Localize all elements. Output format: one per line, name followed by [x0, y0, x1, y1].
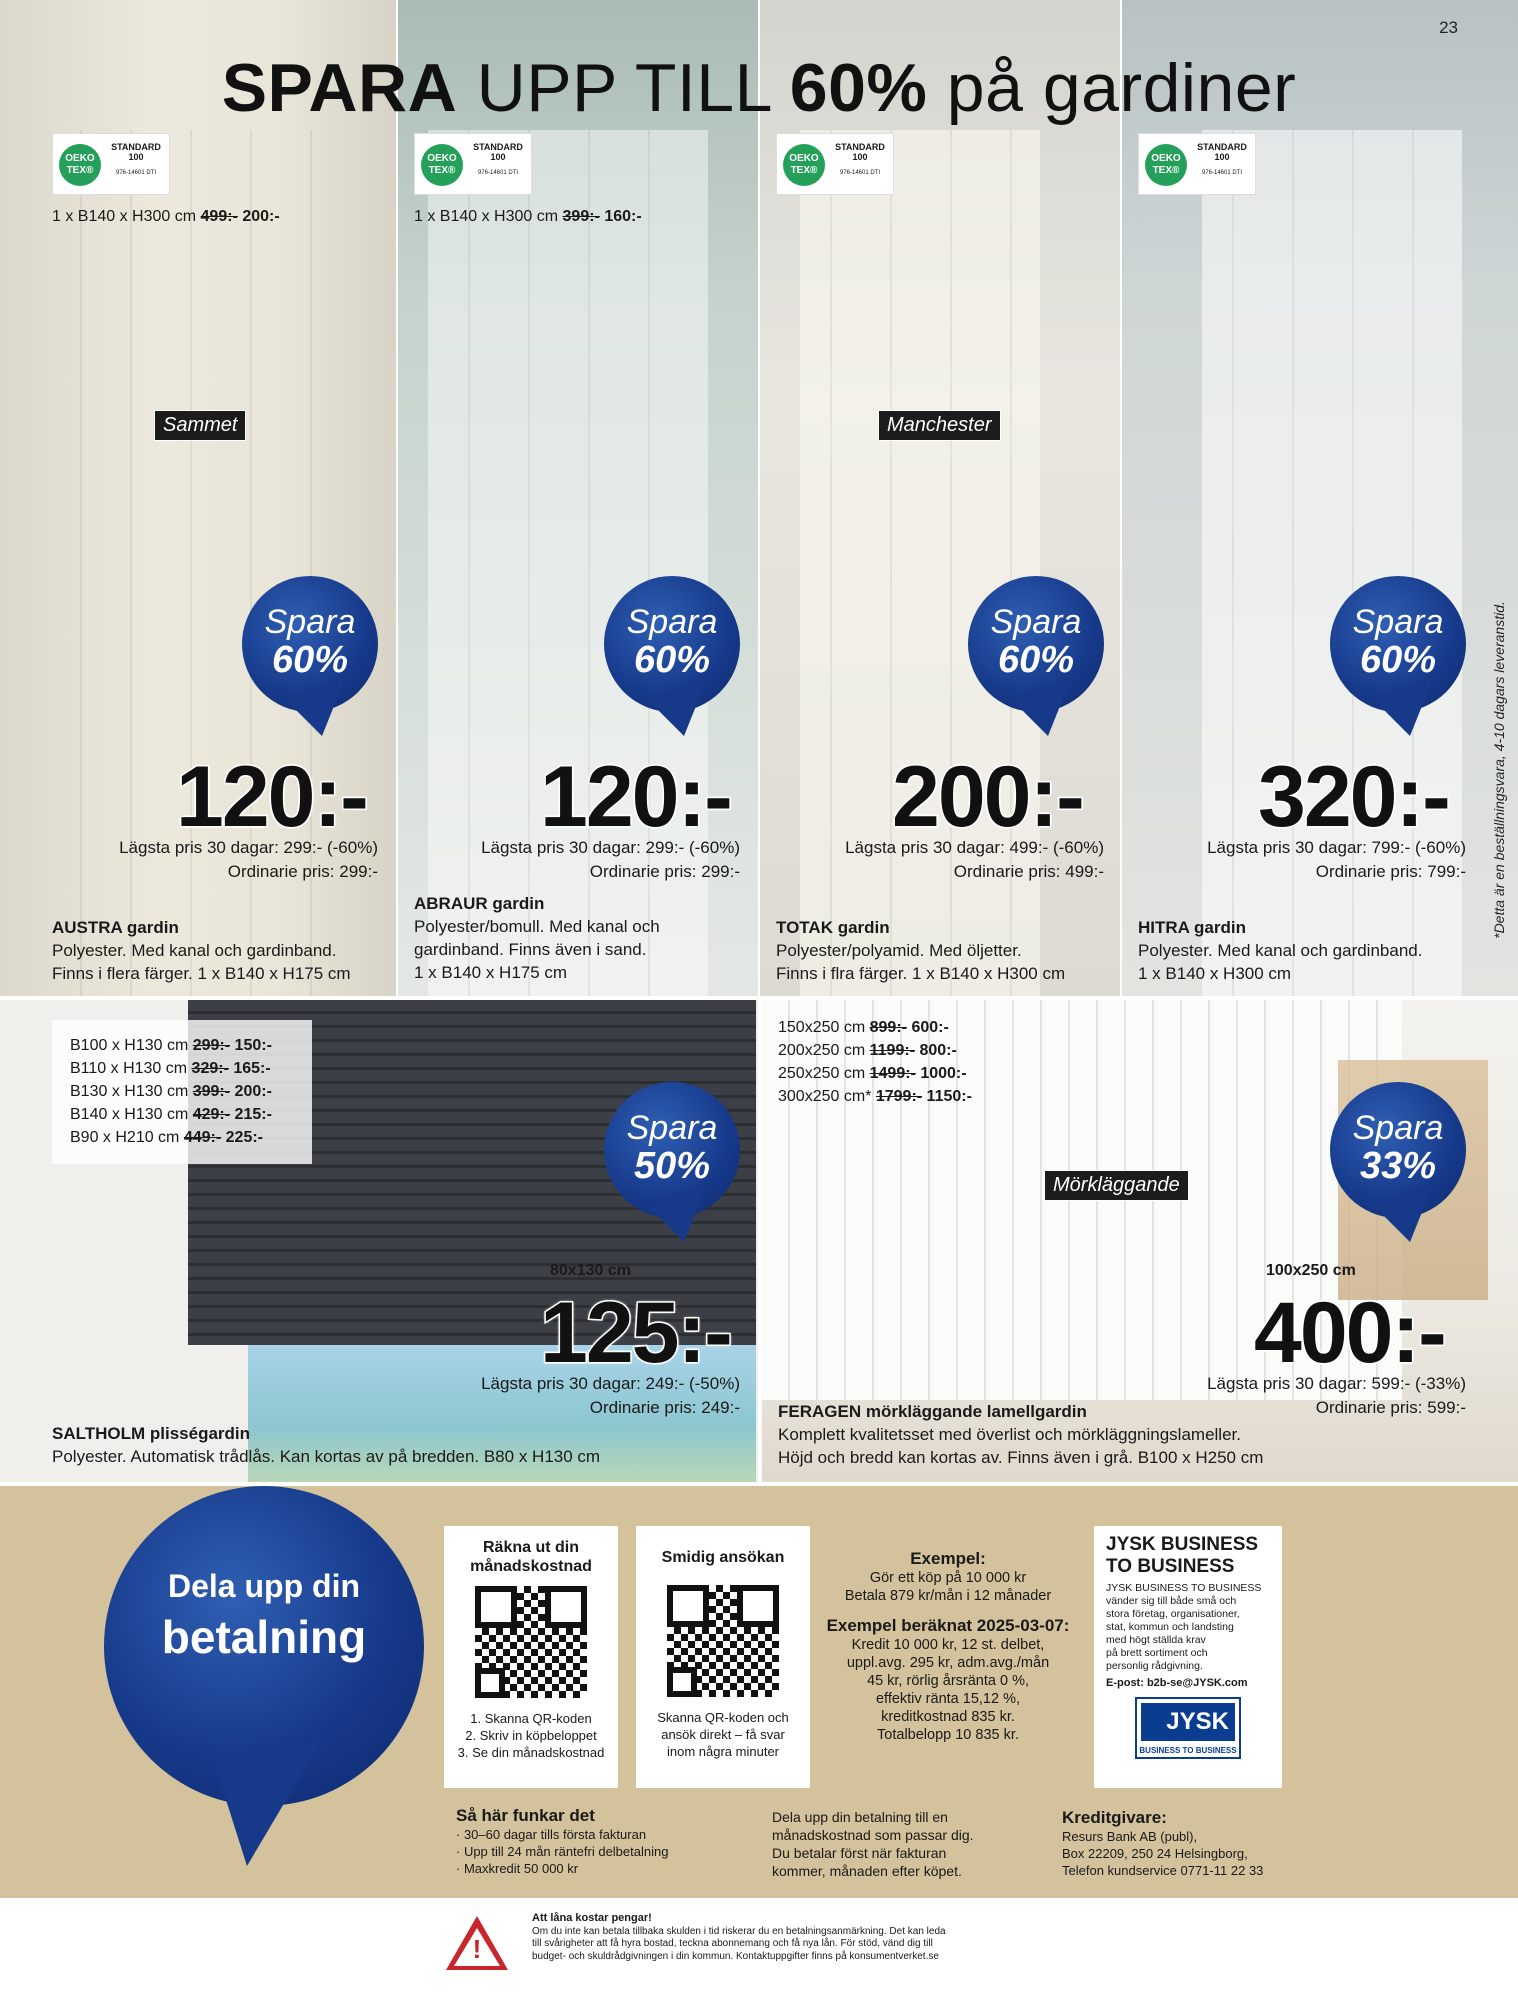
oeko-tex-badge [1138, 133, 1256, 195]
new-price: 150:- [234, 1037, 272, 1054]
size: B100 x H130 cm [70, 1037, 189, 1054]
how-it-works [456, 1806, 668, 1877]
example-line: effektiv ränta 15,12 %, [875, 1691, 1021, 1707]
b2b-title [1106, 1534, 1270, 1578]
old-price: 499:- [200, 208, 238, 225]
page-number: 23 [1439, 18, 1458, 37]
save-label: Spara [626, 603, 718, 641]
size: 1 x B140 x H300 cm [414, 208, 559, 225]
old-price: 429:- [192, 1106, 231, 1123]
ordinary-price: Ordinarie pris: 299:- [589, 862, 740, 881]
b2b-line: med högt ställda krav [1106, 1634, 1206, 1646]
divide-line: kommer, månaden efter köpet. [772, 1863, 962, 1879]
size: 1 x B140 x H300 cm [52, 208, 197, 225]
save-label: Spara [264, 603, 356, 641]
jysk-logo-text: JYSK [1141, 1703, 1235, 1741]
headline-bold2: 60% [789, 50, 928, 126]
ordinary-price: Ordinarie pris: 799:- [1315, 862, 1466, 881]
new-price: 800:- [919, 1042, 957, 1059]
desc-line: Polyester/polyamid. Med öljetter. [776, 941, 1022, 960]
size: B130 x H130 cm [70, 1083, 189, 1100]
divide-line: månadskostnad som passar dig. [772, 1827, 974, 1843]
new-price: 200:- [234, 1083, 272, 1100]
size: 300x250 cm* [778, 1088, 872, 1105]
lowest-price: Lägsta pris 30 dagar: 499:- (-60%) [845, 838, 1104, 857]
jysk-logo-sub: BUSINESS TO BUSINESS [1139, 1746, 1237, 1755]
credit-line: Box 22209, 250 24 Helsingborg, [1062, 1846, 1248, 1861]
lowest-price: Lägsta pris 30 dagar: 299:- (-60%) [481, 838, 740, 857]
price-row [70, 1080, 294, 1103]
desc-line: Finns i flera färger. 1 x B140 x H175 cm [52, 964, 351, 983]
card-title: Smidig ansökan [661, 1549, 785, 1566]
warning-exclamation-icon: ! [472, 1934, 482, 1964]
step: 1. Skanna QR-koden [470, 1711, 592, 1726]
b2b-card [1094, 1526, 1282, 1788]
b2b-line: JYSK BUSINESS TO BUSINESS [1106, 1582, 1262, 1594]
warning-text [532, 1912, 992, 1963]
oeko-standard: STANDARD 100 [473, 142, 523, 162]
price-row [778, 1039, 972, 1062]
save-badge [604, 576, 740, 736]
save-badge [968, 576, 1104, 736]
old-price: 299:- [192, 1037, 231, 1054]
desc-line: Komplett kvalitetsset med överlist och mörkläggningslameller. [778, 1425, 1241, 1444]
new-price: 165:- [233, 1060, 271, 1077]
how-line: · Upp till 24 mån räntefri delbetalning [456, 1844, 669, 1859]
new-price: 200:- [242, 208, 280, 225]
product-name: FERAGEN mörkläggande lamellgardin [778, 1402, 1087, 1421]
example-line: Totalbelopp 10 835 kr. [877, 1727, 1019, 1743]
austra-size-price [52, 208, 280, 226]
old-price: 399:- [192, 1083, 231, 1100]
monthly-cost-card [444, 1526, 618, 1788]
credit-line: Resurs Bank AB (publ), [1062, 1829, 1198, 1844]
size: B90 x H210 cm [70, 1129, 180, 1146]
size: B110 x H130 cm [70, 1060, 188, 1077]
save-badge [242, 576, 378, 736]
save-label: Spara [626, 1109, 718, 1147]
feragen-dimension: 100x250 cm [1266, 1262, 1356, 1279]
manchester-tag: Manchester [878, 410, 1001, 441]
b2b-line: på brett sortiment och [1106, 1647, 1208, 1659]
b2b-line: vänder sig till både små och [1106, 1595, 1237, 1607]
austra-price-info [60, 836, 378, 884]
bubble-line1: Dela upp din [168, 1568, 360, 1604]
delivery-note-text: *Detta är en beställningsvara, 4-10 dagars leveranstid. [1491, 601, 1507, 939]
lowest-price: Lägsta pris 30 dagar: 299:- (-60%) [119, 838, 378, 857]
save-percent: 50% [633, 1145, 711, 1187]
price-row [778, 1062, 972, 1085]
desc-line: gardinband. Finns även i sand. [414, 940, 647, 959]
product-name: AUSTRA gardin [52, 918, 179, 937]
product-name: SALTHOLM plisségardin [52, 1424, 251, 1443]
sammet-tag: Sammet [154, 410, 246, 441]
abraur-price-info [420, 836, 740, 884]
warning-line: Om du inte kan betala tillbaka skulden i tid riskerar du en betalningsanmärkning. Det kan leda [532, 1925, 946, 1937]
product-name: ABRAUR gardin [414, 894, 545, 913]
oeko-tex-logo: OEKO TEX® [421, 144, 463, 186]
oeko-tex-logo: OEKO TEX® [783, 144, 825, 186]
new-price: 600:- [911, 1019, 949, 1036]
saltholm-dimension: 80x130 cm [550, 1262, 631, 1279]
payment-example [818, 1548, 1078, 1744]
warning-line: budget- och skuldrådgivningen i din kommun. Kontaktuppgifter finns på konsumentverket.se [532, 1950, 939, 1962]
qr-code[interactable] [475, 1586, 587, 1698]
b2b-line: personlig rådgivning. [1106, 1660, 1203, 1672]
saltholm-price-info [420, 1372, 740, 1420]
price-row [70, 1057, 294, 1080]
oeko-cert: 976-14601 DTI [839, 170, 881, 176]
desc-line: Polyester. Automatisk trådlås. Kan kortas av på bredden. B80 x H130 cm [52, 1447, 601, 1466]
hitra-description [1138, 916, 1422, 985]
headline-bold1: SPARA [221, 50, 458, 126]
ordinary-price: Ordinarie pris: 499:- [953, 862, 1104, 881]
save-label: Spara [1352, 1109, 1444, 1147]
oeko-standard: STANDARD 100 [1197, 142, 1247, 162]
credit-line: Telefon kundservice 0771-11 22 33 [1062, 1863, 1264, 1878]
product-name: HITRA gardin [1138, 918, 1246, 937]
save-label: Spara [1352, 603, 1444, 641]
hitra-price: 320:- [1258, 749, 1449, 845]
price-row [70, 1126, 294, 1149]
oeko-tex-badge [414, 133, 532, 195]
austra-price: 120:- [176, 749, 367, 845]
feragen-price-list [778, 1016, 972, 1108]
price-row [778, 1085, 972, 1108]
morklaggande-tag: Mörkläggande [1044, 1170, 1189, 1201]
ordinary-price: Ordinarie pris: 299:- [227, 862, 378, 881]
card-title-line: månadskostnad [470, 1558, 592, 1575]
how-line: · Maxkredit 50 000 kr [456, 1861, 579, 1876]
b2b-line: stat, kommun och landsting [1106, 1621, 1234, 1633]
split-payment-bubble [104, 1486, 424, 1826]
new-price: 215:- [234, 1106, 272, 1123]
old-price: 1199:- [869, 1042, 915, 1059]
save-percent: 60% [633, 639, 711, 681]
desc-line: Höjd och bredd kan kortas av. Finns även i grå. B100 x H250 cm [778, 1448, 1264, 1467]
headline [0, 48, 1518, 128]
totak-description [776, 916, 1065, 985]
lowest-price: Lägsta pris 30 dagar: 799:- (-60%) [1207, 838, 1466, 857]
headline-normal1: UPP TILL [457, 50, 790, 126]
loan-warning [0, 1898, 1518, 2000]
how-title: Så här funkar det [456, 1806, 595, 1825]
old-price: 1499:- [869, 1065, 916, 1082]
b2b-email[interactable]: E-post: b2b-se@JYSK.com [1106, 1677, 1248, 1689]
b2b-title-line: JYSK BUSINESS [1106, 1534, 1259, 1555]
desc-line: Polyester. Med kanal och gardinband. [1138, 941, 1423, 960]
save-percent: 60% [271, 639, 349, 681]
totak-price-info [782, 836, 1104, 884]
step: inom några minuter [667, 1744, 779, 1759]
abraur-size-price [414, 208, 642, 226]
card-steps [444, 1710, 618, 1761]
bubble-line2: betalning [161, 1611, 367, 1663]
oeko-cert: 976-14601 DTI [1201, 170, 1243, 176]
product-name: TOTAK gardin [776, 918, 890, 937]
divide-payment-text [772, 1808, 982, 1880]
b2b-title-line: TO BUSINESS [1106, 1556, 1235, 1577]
desc-line: 1 x B140 x H300 cm [1138, 964, 1292, 983]
desc-line: Polyester. Med kanal och gardinband. [52, 941, 337, 960]
example-line: Betala 879 kr/mån i 12 månader [844, 1588, 1052, 1604]
save-badge [1330, 576, 1466, 736]
new-price: 160:- [604, 208, 642, 225]
saltholm-price: 125:- [540, 1285, 731, 1381]
oeko-standard: STANDARD 100 [835, 142, 885, 162]
save-badge [1330, 1082, 1466, 1242]
austra-description [52, 916, 351, 985]
old-price: 399:- [562, 208, 600, 225]
example-line: 45 kr, rörlig årsränta 0 %, [867, 1673, 1029, 1689]
lowest-price: Lägsta pris 30 dagar: 249:- (-50%) [481, 1374, 740, 1393]
new-price: 1000:- [920, 1065, 967, 1082]
step: ansök direkt – få svar [661, 1727, 785, 1742]
credit-provider [1062, 1808, 1263, 1879]
old-price: 329:- [191, 1060, 229, 1077]
abraur-description [414, 892, 660, 984]
card-title [444, 1538, 618, 1576]
oeko-tex-logo: OEKO TEX® [59, 144, 101, 186]
old-price: 1799:- [875, 1088, 923, 1105]
price-row [70, 1034, 294, 1057]
new-price: 225:- [225, 1129, 264, 1146]
desc-line: Polyester/bomull. Med kanal och [414, 917, 660, 936]
step: 3. Se din månadskostnad [457, 1745, 605, 1760]
delivery-note [1486, 555, 1512, 985]
b2b-line: stora företag, organisationer, [1106, 1608, 1240, 1620]
save-percent: 60% [997, 639, 1075, 681]
desc-line: Finns i flra färger. 1 x B140 x H300 cm [776, 964, 1066, 983]
step: 2. Skriv in köpbeloppet [465, 1728, 597, 1743]
headline-normal2: på gardiner [927, 50, 1297, 126]
oeko-cert: 976-14601 DTI [477, 170, 519, 176]
abraur-price: 120:- [540, 749, 731, 845]
lowest-price: Lägsta pris 30 dagar: 599:- (-33%) [1207, 1374, 1466, 1393]
card-steps [636, 1709, 810, 1760]
oeko-tex-badge [52, 133, 170, 195]
oeko-tex-badge [776, 133, 894, 195]
size: 150x250 cm [778, 1019, 866, 1036]
example-line: kreditkostnad 835 kr. [881, 1709, 1015, 1725]
divide-line: Dela upp din betalning till en [772, 1809, 948, 1825]
desc-line: 1 x B140 x H175 cm [414, 963, 568, 982]
save-percent: 60% [1359, 639, 1437, 681]
save-percent: 33% [1359, 1145, 1437, 1187]
example-line: Kredit 10 000 kr, 12 st. delbet, [851, 1637, 1045, 1653]
oeko-tex-logo: OEKO TEX® [1145, 144, 1187, 186]
size: 250x250 cm [778, 1065, 866, 1082]
old-price: 899:- [869, 1019, 907, 1036]
jysk-logo [1135, 1697, 1241, 1759]
oeko-standard: STANDARD 100 [111, 142, 161, 162]
b2b-text [1106, 1582, 1270, 1673]
save-label: Spara [990, 603, 1082, 641]
old-price: 449:- [183, 1129, 222, 1146]
save-badge [604, 1082, 740, 1242]
how-line: · 30–60 dagar tills första fakturan [456, 1827, 647, 1842]
example-line: Gör ett köp på 10 000 kr [869, 1570, 1027, 1586]
qr-code[interactable] [667, 1585, 779, 1697]
oeko-cert: 976-14601 DTI [115, 170, 157, 176]
hitra-price-info [1144, 836, 1466, 884]
size: B140 x H130 cm [70, 1106, 189, 1123]
size: 200x250 cm [778, 1042, 866, 1059]
credit-title: Kreditgivare: [1062, 1808, 1167, 1827]
saltholm-description [52, 1422, 600, 1468]
saltholm-price-list [52, 1020, 312, 1164]
divide-line: Du betalar först när fakturan [772, 1845, 947, 1861]
feragen-price: 400:- [1254, 1285, 1445, 1381]
step: Skanna QR-koden och [657, 1710, 789, 1725]
ordinary-price: Ordinarie pris: 599:- [1315, 1398, 1466, 1417]
price-row [778, 1016, 972, 1039]
example2-title: Exempel beräknat 2025-03-07: [826, 1616, 1070, 1635]
ordinary-price: Ordinarie pris: 249:- [589, 1398, 740, 1417]
feragen-description [778, 1400, 1263, 1469]
example-line: uppl.avg. 295 kr, adm.avg./mån [846, 1655, 1050, 1671]
example-title: Exempel: [910, 1549, 986, 1568]
price-row [70, 1103, 294, 1126]
application-card [636, 1526, 810, 1788]
new-price: 1150:- [926, 1088, 972, 1105]
warning-line: till svårigheter att få hyra bostad, teckna abonnemang och få nya lån. För stöd, vänd dig till [532, 1938, 933, 1949]
card-title-line: Räkna ut din [482, 1539, 579, 1556]
warning-title: Att låna kostar pengar! [532, 1912, 652, 1924]
totak-price: 200:- [892, 749, 1083, 845]
